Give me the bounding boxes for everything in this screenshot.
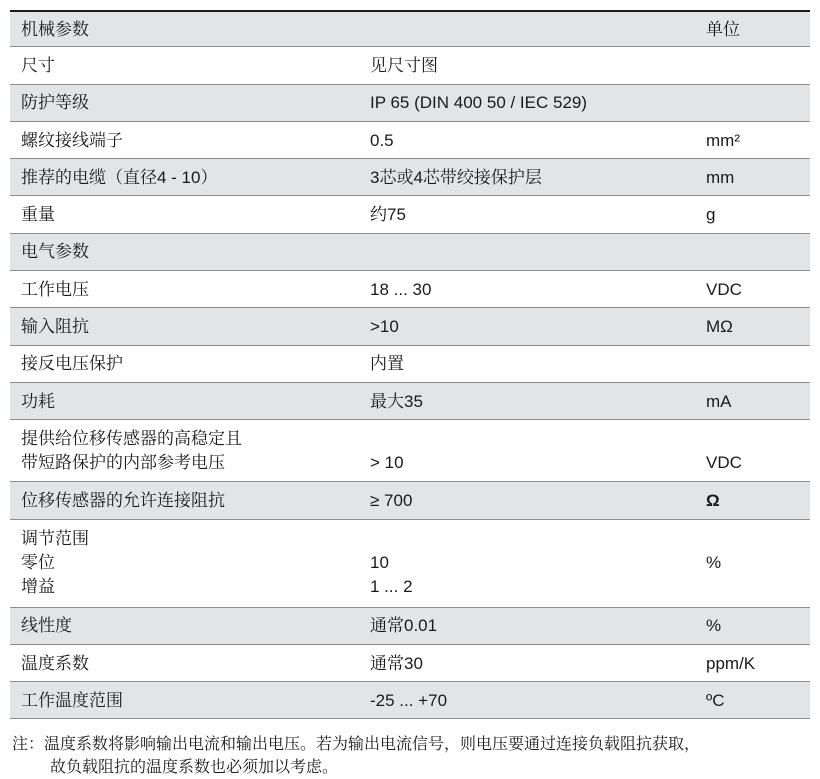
param-value: 0.5 <box>370 130 394 150</box>
label-line: 提供给位移传感器的高稳定且 <box>21 428 242 448</box>
param-value: 最大35 <box>370 391 423 411</box>
table-row <box>10 271 810 308</box>
param-unit: Ω <box>706 490 720 510</box>
section-title: 机械参数 <box>21 19 89 39</box>
param-unit <box>706 427 810 475</box>
param-value: -25 ... +70 <box>370 690 448 710</box>
table-row <box>10 645 810 682</box>
value-line: > 10 <box>370 452 404 472</box>
label-line: 零位 <box>21 553 55 573</box>
param-value: 18 ... 30 <box>370 279 432 299</box>
param-value: 见尺寸图 <box>370 55 438 75</box>
table-row <box>10 308 810 345</box>
param-label: 工作温度范围 <box>21 690 123 710</box>
table-row <box>10 122 810 159</box>
param-value <box>370 527 706 599</box>
param-label: 推荐的电缆（直径4 - 10） <box>21 167 218 187</box>
value-line: 10 <box>370 553 389 573</box>
table-row <box>10 482 810 519</box>
param-label: 工作电压 <box>21 279 89 299</box>
table-row <box>10 682 810 719</box>
spec-table <box>10 10 810 719</box>
param-label: 功耗 <box>21 391 55 411</box>
value-line: 1 ... 2 <box>370 577 413 597</box>
param-label: 重量 <box>21 205 55 225</box>
table-row <box>10 159 810 196</box>
mechanical-header-row <box>10 10 810 47</box>
table-row <box>10 346 810 383</box>
label-line: 带短路保护的内部参考电压 <box>21 452 225 472</box>
param-label: 位移传感器的允许连接阻抗 <box>21 490 225 510</box>
param-unit: mm² <box>706 130 740 150</box>
param-label: 防护等级 <box>21 93 89 113</box>
param-unit: % <box>706 616 722 636</box>
param-unit: VDC <box>706 279 742 299</box>
param-value: 约75 <box>370 205 406 225</box>
param-label <box>10 527 370 599</box>
param-unit: g <box>706 205 716 225</box>
param-label: 尺寸 <box>21 55 55 75</box>
param-value: 内置 <box>370 354 404 374</box>
param-value: IP 65 (DIN 400 50 / IEC 529) <box>370 93 588 113</box>
footnote-line: 注：温度系数将影响输出电流和输出电压。若为输出电流信号，则电压要通过连接负载阻抗获取， <box>12 736 701 753</box>
param-label: 线性度 <box>21 616 72 636</box>
table-row <box>10 85 810 122</box>
param-value: 通常0.01 <box>370 616 438 636</box>
param-value: ≥ 700 <box>370 490 413 510</box>
param-label: 接反电压保护 <box>21 354 123 374</box>
param-unit: mm <box>706 167 735 187</box>
param-value: 3芯或4芯带绞接保护层 <box>370 167 542 187</box>
label-line: 增益 <box>21 577 55 597</box>
unit-line: VDC <box>706 452 742 472</box>
unit-line: % <box>706 553 722 573</box>
param-value: 通常30 <box>370 653 423 673</box>
label-line: 调节范围 <box>21 529 89 549</box>
table-row <box>10 47 810 84</box>
table-row <box>10 196 810 233</box>
param-value: >10 <box>370 317 399 337</box>
param-unit: ºC <box>706 690 725 710</box>
table-row-adjustment <box>10 520 810 608</box>
section-title: 电气参数 <box>21 242 89 262</box>
param-unit: MΩ <box>706 317 733 337</box>
table-row-reference-voltage <box>10 420 810 482</box>
param-unit: mA <box>706 391 732 411</box>
param-label <box>10 427 370 475</box>
param-value <box>370 427 706 475</box>
footnote <box>12 733 812 779</box>
param-label: 输入阻抗 <box>21 317 89 337</box>
unit-header: 单位 <box>706 19 740 39</box>
param-label: 螺纹接线端子 <box>21 130 123 150</box>
table-row <box>10 608 810 645</box>
param-unit <box>706 527 810 599</box>
footnote-line: 故负载阻抗的温度系数也必须加以考虑。 <box>50 759 339 776</box>
param-unit: ppm/K <box>706 653 756 673</box>
electrical-header-row <box>10 234 810 271</box>
param-label: 温度系数 <box>21 653 89 673</box>
table-row <box>10 383 810 420</box>
